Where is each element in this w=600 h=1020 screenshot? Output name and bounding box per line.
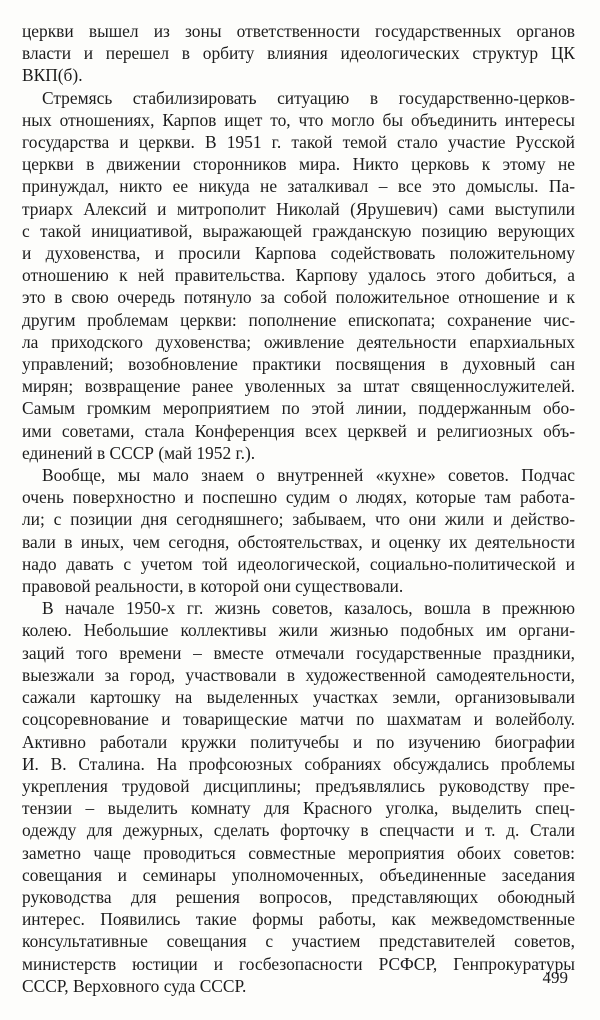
text-line: заций того времени – вместе отмечали государственные праздники, — [22, 642, 575, 663]
text-line: и духовенства, и просили Карпова содействовать положительному — [22, 243, 575, 264]
text-line: выезжали за город, участвовали в художественной самодеятельности, — [22, 664, 575, 685]
text-line: это в свою очередь потянуло за собой положительное отношение и к — [22, 287, 575, 308]
text-line: правовой реальности, в которой они существовали. — [22, 576, 404, 597]
page-number: 499 — [542, 968, 568, 987]
text-line: заметно чаще проводиться совместные мероприятия обоих советов: — [22, 842, 575, 863]
text-line: церкви в движении сторонников мира. Никто церковь к этому не — [22, 154, 575, 175]
text-line: ВКП(б). — [22, 65, 83, 86]
text-line: отношению к ней правительства. Карпову удалось этого добиться, а — [22, 265, 575, 286]
paragraph-2 — [22, 87, 575, 464]
paragraph-1 — [22, 20, 575, 87]
text-line: с такой инициативой, выражающей гражданскую позицию верующих — [22, 220, 575, 241]
text-line: надо давать с учетом той идеологической, социально-политической и — [22, 553, 575, 574]
text-line: ими советами, стала Конференция всех церквей и религиозных объ- — [22, 420, 575, 441]
text-line: триарх Алексий и митрополит Николай (Ярушевич) сами выступили — [22, 198, 575, 219]
text-line: министерств юстиции и госбезопасности РСФСР, Генпрокуратуры — [22, 953, 575, 974]
text-line: интерес. Появились такие формы работы, как межведомственные — [22, 909, 575, 930]
text-line: Самым громким мероприятием по этой линии, поддержанным обо- — [22, 398, 575, 419]
text-line: совещания и семинары уполномоченных, объединенные заседания — [22, 864, 575, 885]
text-line: сажали картошку на выделенных участках земли, организовывали — [22, 687, 575, 708]
text-line: руководства для решения вопросов, представляющих обоюдный — [22, 886, 575, 907]
text-line: тензии – выделить комнату для Красного уголка, выделить спец- — [22, 798, 575, 819]
text-line: единений в СССР (май 1952 г.). — [22, 442, 256, 463]
text-line: ли; с позиции дня сегодняшнего; забываем, что они жили и действо- — [22, 509, 575, 530]
text-line: вали в иных, чем сегодня, обстоятельствах, и оценку их деятельности — [22, 531, 575, 552]
text-line: И. В. Сталина. На профсоюзных собраниях обсуждались проблемы — [22, 753, 575, 774]
text-line: мирян; возвращение ранее уволенных за штат священнослужителей. — [22, 376, 575, 397]
text-line: Стремясь стабилизировать ситуацию в государственно-церков- — [42, 87, 575, 108]
text-line: ных отношениях, Карпов ищет то, что могло бы объединить интересы — [22, 109, 575, 130]
text-line: колею. Небольшие коллективы жили жизнью подобных им органи- — [22, 620, 575, 641]
text-line: консультативные совещания с участием представителей советов, — [22, 931, 575, 952]
text-line: одежду для дежурных, сделать форточку в спецчасти и т. д. Стали — [22, 820, 575, 841]
text-line: укрепления трудовой дисциплины; предъявлялись руководству пре- — [22, 775, 575, 796]
text-line: Активно работали кружки политучебы и по изучению биографии — [22, 731, 575, 752]
text-line: государства и церкви. В 1951 г. такой темой стало участие Русской — [22, 132, 575, 153]
text-line: соцсоревнование и товарищеские матчи по шахматам и волейболу. — [22, 709, 575, 730]
text-line: В начале 1950-х гг. жизнь советов, казалось, вошла в прежнюю — [42, 598, 575, 619]
text-line: власти и перешел в орбиту влияния идеологических структур ЦК — [22, 43, 575, 64]
body-text — [22, 20, 575, 997]
paragraph-4 — [22, 597, 575, 997]
text-line: другим проблемам церкви: пополнение епископата; сохранение чис- — [22, 309, 575, 330]
text-line: принуждал, никто ее никуда не заталкивал – все это домыслы. Па- — [22, 176, 575, 197]
text-line: церкви вышел из зоны ответственности государственных органов — [22, 21, 575, 41]
text-line: очень поверхностно и поспешно судим о людях, которые там работа- — [22, 487, 575, 508]
paragraph-3 — [22, 464, 575, 597]
text-line: управлений; возобновление практики посвящения в духовный сан — [22, 354, 575, 375]
text-line: Вообще, мы мало знаем о внутренней «кухне» советов. Подчас — [42, 465, 575, 486]
text-line: ла приходского духовенства; оживление деятельности епархиальных — [22, 331, 575, 352]
text-line: СССР, Верховного суда СССР. — [22, 975, 247, 996]
